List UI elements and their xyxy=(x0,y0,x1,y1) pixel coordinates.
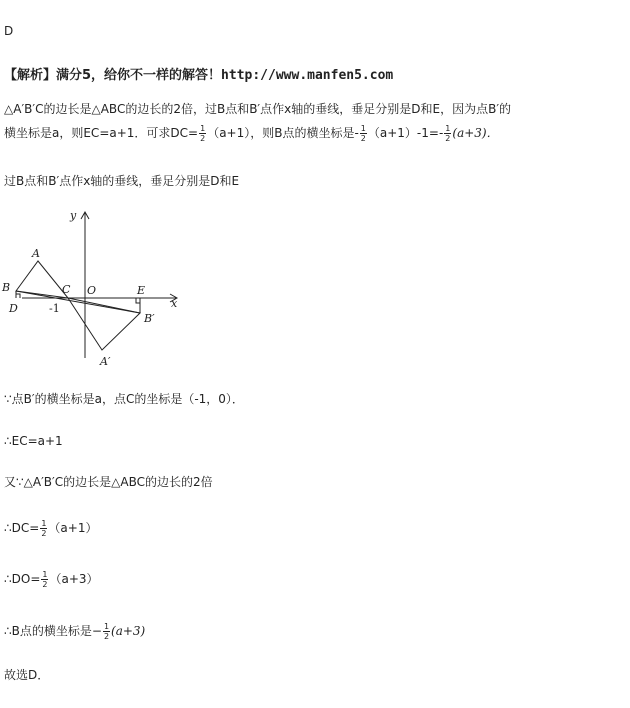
perpendicular-note: 过B点和B′点作x轴的垂线，垂足分别是D和E xyxy=(4,174,240,188)
label-d: D xyxy=(9,302,18,315)
label-e: E xyxy=(137,284,146,297)
source-url: http://www.manfen5.com xyxy=(221,68,394,83)
step-4: ∴DC= $\frac{1}{2}$ （a+1） xyxy=(4,519,98,538)
explanation-line-2 xyxy=(4,124,499,143)
label-b: B xyxy=(2,281,11,294)
right-angle-d xyxy=(16,294,20,298)
analysis-header xyxy=(4,64,393,83)
explanation-text-d: (a+3)． xyxy=(452,126,499,140)
label-a-prime: A′ xyxy=(100,355,111,368)
fraction-half: $\frac{1}{2}$ xyxy=(445,124,451,143)
conclusion: 故选D． xyxy=(4,668,50,682)
right-angle-e xyxy=(136,298,140,303)
label-a: A xyxy=(32,247,40,260)
explanation-line-1: △A′B′C的边长是△ABC的边长的2倍，过B点和B′点作x轴的垂线，垂足分别是D和E，因为点B′的 xyxy=(4,102,512,116)
explanation-text-b: （a+1），则B点的横坐标是- xyxy=(207,126,359,140)
label-c: C xyxy=(62,283,71,296)
fraction-half: $\frac{1}{2}$ xyxy=(360,124,366,143)
fraction-half: $\frac{1}{2}$ xyxy=(200,124,206,143)
label-y: y xyxy=(70,209,77,222)
label-b-prime: B′ xyxy=(144,312,155,325)
fraction-half: $\frac{1}{2}$ xyxy=(41,519,47,538)
step-1: ∵点B′的横坐标是a，点C的坐标是（-1，0）． xyxy=(4,392,244,406)
label-minus-one: -1 xyxy=(49,302,60,315)
triangle-apbpc xyxy=(68,298,140,350)
step-6: ∴B点的横坐标是− $\frac{1}{2}$ (a+3) xyxy=(4,622,146,641)
label-x: x xyxy=(171,297,178,310)
explanation-text-a: 横坐标是a，则EC=a+1．可求DC= xyxy=(4,126,199,140)
explanation-text-c: （a+1）-1=- xyxy=(367,126,444,140)
step-2: ∴EC=a+1 xyxy=(4,434,63,448)
step-3: 又∵△A′B′C的边长是△ABC的边长的2倍 xyxy=(4,475,213,489)
line-bb-prime xyxy=(16,291,140,313)
fraction-half: $\frac{1}{2}$ xyxy=(42,570,48,589)
answer-letter: D xyxy=(4,24,14,38)
triangle-figure xyxy=(0,205,190,370)
fraction-half: $\frac{1}{2}$ xyxy=(103,622,110,641)
label-o: O xyxy=(87,284,97,297)
header-label: 【解析】满分5，给你不一样的解答！ xyxy=(4,68,222,83)
step-5: ∴DO= $\frac{1}{2}$ （a+3） xyxy=(4,570,99,589)
